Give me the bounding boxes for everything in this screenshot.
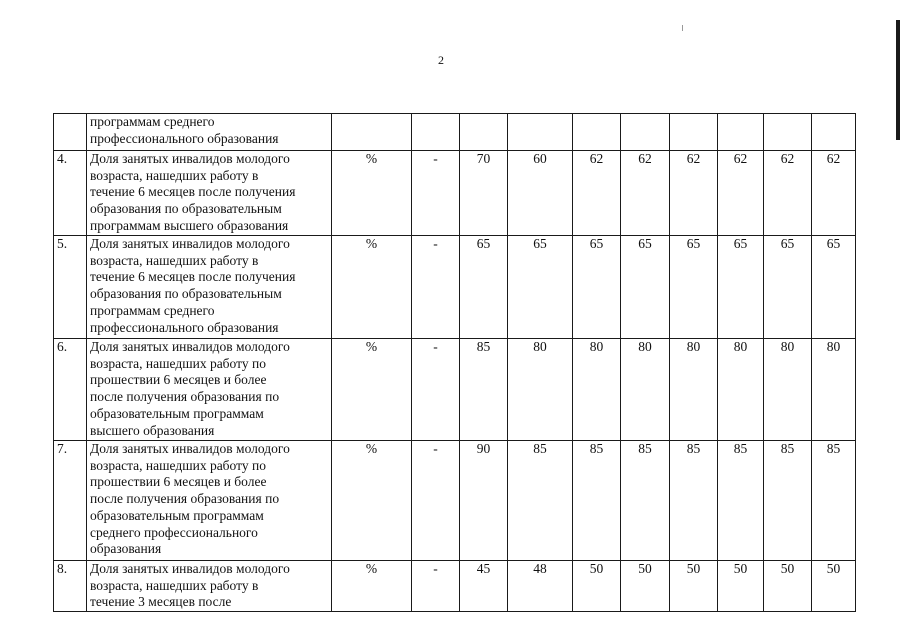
- value-cell: [718, 114, 764, 151]
- indicator-name: [87, 339, 332, 441]
- unit-cell: [332, 114, 412, 151]
- indicator-name-line: программам среднего: [90, 302, 215, 318]
- table-row: [54, 441, 856, 561]
- value-cell: 65: [718, 236, 764, 339]
- indicator-name-line: течение 6 месяцев после получения: [90, 184, 296, 200]
- value-cell: 85: [718, 441, 764, 561]
- indicator-name: [87, 151, 332, 236]
- indicator-name-line: прошествии 6 месяцев и более: [90, 372, 267, 388]
- indicator-name-line: образовательным программам: [90, 507, 264, 523]
- row-number: 5.: [54, 236, 87, 339]
- value-cell: [764, 114, 812, 151]
- indicators-table: [53, 113, 856, 612]
- row-number: [54, 114, 87, 151]
- value-cell: 85: [812, 441, 856, 561]
- table-row: [54, 561, 856, 612]
- value-cell: [460, 114, 508, 151]
- value-cell: 85: [670, 441, 718, 561]
- indicator-name-line: возраста, нашедших работу по: [90, 457, 266, 473]
- value-cell: 85: [621, 441, 670, 561]
- scan-artifact: [682, 25, 683, 31]
- unit-cell: %: [332, 236, 412, 339]
- value-cell: 65: [670, 236, 718, 339]
- table-row: [54, 339, 856, 441]
- indicator-name-line: течение 6 месяцев после получения: [90, 269, 296, 285]
- table-row: [54, 236, 856, 339]
- value-cell: 65: [764, 236, 812, 339]
- value-cell: 80: [621, 339, 670, 441]
- value-cell: [621, 114, 670, 151]
- page-number: 2: [438, 53, 444, 67]
- value-cell: [573, 114, 621, 151]
- value-cell: 80: [718, 339, 764, 441]
- table-row: [54, 151, 856, 236]
- value-cell: 50: [573, 561, 621, 612]
- indicator-name-line: прошествии 6 месяцев и более: [90, 474, 267, 490]
- indicator-name-line: среднего профессионального: [90, 524, 258, 540]
- value-cell: 62: [670, 151, 718, 236]
- indicator-name: [87, 561, 332, 612]
- value-cell: 62: [718, 151, 764, 236]
- row-number: 6.: [54, 339, 87, 441]
- indicator-name-line: Доля занятых инвалидов молодого: [90, 441, 290, 456]
- indicator-name-line: образования: [90, 541, 162, 557]
- indicator-name-line: высшего образования: [90, 422, 215, 438]
- value-cell: 50: [718, 561, 764, 612]
- value-cell: 80: [670, 339, 718, 441]
- indicator-name: [87, 236, 332, 339]
- value-cell: [670, 114, 718, 151]
- table-body: [54, 114, 856, 612]
- value-cell: 48: [508, 561, 573, 612]
- value-cell: 80: [508, 339, 573, 441]
- value-cell: 65: [812, 236, 856, 339]
- value-cell: 80: [573, 339, 621, 441]
- indicator-name-line: профессионального образования: [90, 319, 279, 335]
- unit-cell: %: [332, 151, 412, 236]
- indicator-name-line: после получения образования по: [90, 491, 280, 507]
- base-value-cell: -: [412, 339, 460, 441]
- value-cell: 65: [573, 236, 621, 339]
- base-value-cell: -: [412, 236, 460, 339]
- value-cell: 85: [764, 441, 812, 561]
- base-value-cell: [412, 114, 460, 151]
- indicator-name: [87, 114, 332, 151]
- row-number: 4.: [54, 151, 87, 236]
- indicator-name-line: Доля занятых инвалидов молодого: [90, 151, 290, 166]
- row-number: 7.: [54, 441, 87, 561]
- base-value-cell: -: [412, 151, 460, 236]
- indicator-name-line: Доля занятых инвалидов молодого: [90, 236, 290, 251]
- value-cell: [812, 114, 856, 151]
- indicator-name-line: программам высшего образования: [90, 217, 289, 233]
- indicator-name-line: возраста, нашедших работу в: [90, 577, 259, 593]
- indicator-name-line: после получения образования по: [90, 389, 280, 405]
- indicator-name-line: течение 3 месяцев после: [90, 594, 232, 610]
- indicator-name: [87, 441, 332, 561]
- value-cell: 80: [812, 339, 856, 441]
- indicator-name-line: Доля занятых инвалидов молодого: [90, 339, 290, 354]
- scan-edge-mark: [896, 20, 900, 140]
- value-cell: 62: [812, 151, 856, 236]
- value-cell: 85: [573, 441, 621, 561]
- value-cell: 50: [764, 561, 812, 612]
- value-cell: 65: [508, 236, 573, 339]
- indicator-name-line: образовательным программам: [90, 405, 264, 421]
- value-cell: 85: [508, 441, 573, 561]
- value-cell: 62: [621, 151, 670, 236]
- value-cell: 62: [764, 151, 812, 236]
- value-cell: 65: [621, 236, 670, 339]
- value-cell: 85: [460, 339, 508, 441]
- value-cell: 80: [764, 339, 812, 441]
- indicator-name-line: образования по образовательным: [90, 201, 282, 217]
- table-row: [54, 114, 856, 151]
- value-cell: 50: [621, 561, 670, 612]
- indicator-name-line: Доля занятых инвалидов молодого: [90, 561, 290, 576]
- value-cell: 60: [508, 151, 573, 236]
- value-cell: 65: [460, 236, 508, 339]
- value-cell: 70: [460, 151, 508, 236]
- unit-cell: %: [332, 441, 412, 561]
- value-cell: [508, 114, 573, 151]
- indicator-name-line: возраста, нашедших работу в: [90, 252, 259, 268]
- value-cell: 90: [460, 441, 508, 561]
- indicator-name-line: возраста, нашедших работу по: [90, 355, 266, 371]
- indicator-name-line: возраста, нашедших работу в: [90, 167, 259, 183]
- value-cell: 62: [573, 151, 621, 236]
- base-value-cell: -: [412, 561, 460, 612]
- row-number: 8.: [54, 561, 87, 612]
- indicator-name-line: профессионального образования: [90, 130, 279, 146]
- value-cell: 50: [670, 561, 718, 612]
- unit-cell: %: [332, 561, 412, 612]
- base-value-cell: -: [412, 441, 460, 561]
- indicator-name-line: образования по образовательным: [90, 286, 282, 302]
- indicator-name-line: программам среднего: [90, 114, 215, 129]
- unit-cell: %: [332, 339, 412, 441]
- value-cell: 45: [460, 561, 508, 612]
- value-cell: 50: [812, 561, 856, 612]
